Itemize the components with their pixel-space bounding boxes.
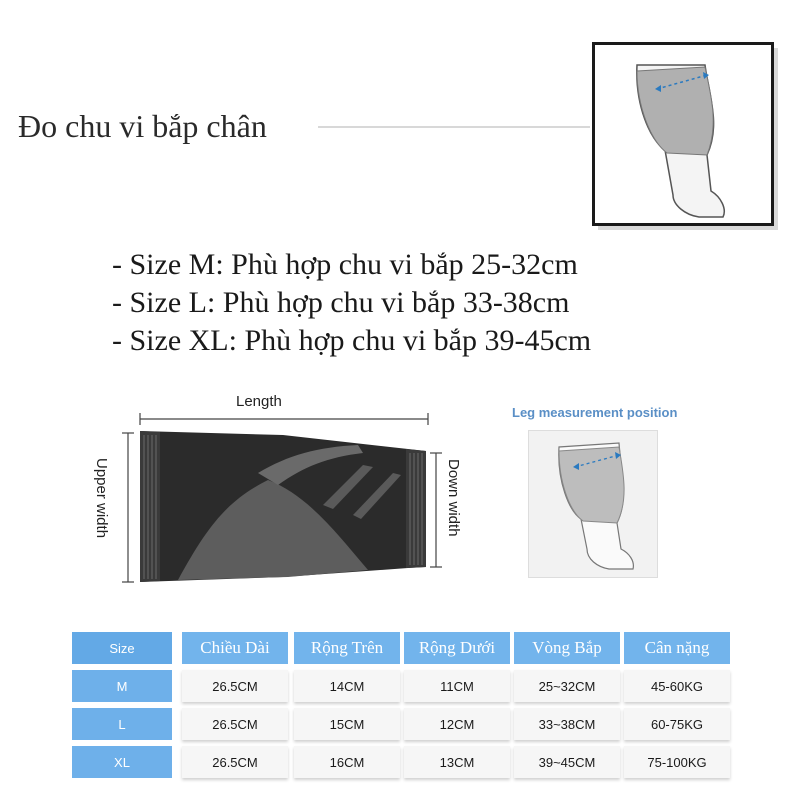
table-row-size: XL (72, 746, 172, 778)
size-m-text: - Size M: Phù hợp chu vi bắp 25-32cm (112, 248, 578, 281)
table-header-bottom-width: Rộng Dưới (404, 632, 510, 664)
table-cell: 25~32CM (514, 670, 620, 702)
leg-position-photo (528, 430, 658, 578)
table-row-size: L (72, 708, 172, 740)
leg-position-illustration (529, 431, 657, 577)
size-l-text: - Size L: Phù hợp chu vi bắp 33-38cm (112, 286, 570, 319)
leg-position-title: Leg measurement position (512, 405, 678, 420)
table-cell: 39~45CM (514, 746, 620, 778)
size-xl-text: - Size XL: Phù hợp chu vi bắp 39-45cm (112, 324, 592, 357)
length-label: Length (236, 393, 282, 410)
table-cell: 33~38CM (514, 708, 620, 740)
table-header-top-width: Rộng Trên (294, 632, 400, 664)
page-title: Đo chu vi bắp chân (18, 108, 267, 144)
down-width-label: Down width (445, 459, 462, 537)
table-cell: 15CM (294, 708, 400, 740)
table-row-size: M (72, 670, 172, 702)
upper-width-label: Upper width (93, 458, 110, 539)
table-cell: 12CM (404, 708, 510, 740)
table-cell: 13CM (404, 746, 510, 778)
table-cell: 60-75KG (624, 708, 730, 740)
table-cell: 26.5CM (182, 708, 288, 740)
table-header-size: Size (72, 632, 172, 664)
table-header-calf: Vòng Bắp (514, 632, 620, 664)
table-cell: 26.5CM (182, 746, 288, 778)
table-cell: 45-60KG (624, 670, 730, 702)
sleeve-diagram (118, 405, 448, 590)
table-header-length: Chiều Dài (182, 632, 288, 664)
table-header-weight: Cân nặng (624, 632, 730, 664)
table-cell: 26.5CM (182, 670, 288, 702)
table-cell: 75-100KG (624, 746, 730, 778)
leg-sleeve-photo (592, 42, 774, 226)
table-cell: 16CM (294, 746, 400, 778)
table-cell: 14CM (294, 670, 400, 702)
title-divider (318, 126, 590, 128)
table-cell: 11CM (404, 670, 510, 702)
leg-sleeve-illustration (595, 45, 771, 223)
